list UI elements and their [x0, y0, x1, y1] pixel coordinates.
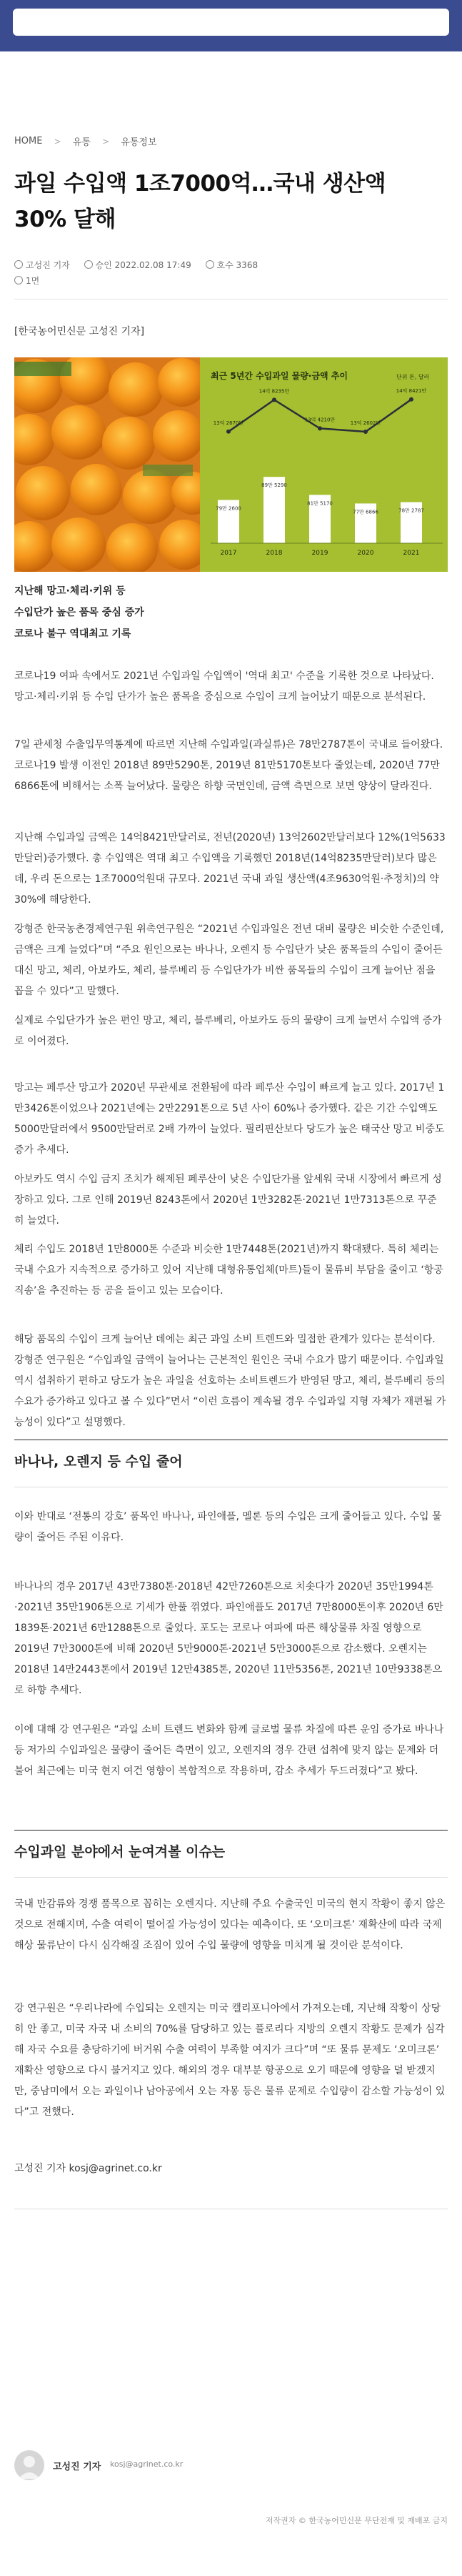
- breadcrumb-home[interactable]: HOME: [14, 136, 43, 147]
- paragraph: 실제로 수입단가가 높은 편인 망고, 체리, 블루베리, 아보카도 등의 물량이 크게 늘면서 수입액 증가로 이어졌다.: [14, 1015, 442, 1047]
- chevron-right-icon: >: [102, 136, 110, 147]
- paragraph: 국내 만감류와 경쟁 품목으로 꼽히는 오렌지다. 지난해 주요 수출국인 미국의 현지 작황이 좋지 않은 것으로 전해지며, 수출 여력이 떨어질 가능성이 있다는 예측이다. 또 ‘오미크론’ 재확산에 따라 국제 해상 물류난이 다시 심각해질 조짐이 있어 수입 물량에 영향을 미치게 될 것이란 분석이다.: [14, 1898, 446, 1951]
- bar-value-label: 77만 6866: [353, 509, 378, 515]
- subhead-1: 지난해 망고·체리·키위 등: [14, 585, 126, 597]
- chart-figure: [14, 357, 448, 572]
- bar-value-label: 89만 5290: [261, 482, 287, 489]
- section-heading: 수입과일 분야에서 눈여겨볼 이슈는: [14, 1844, 226, 1860]
- author-name[interactable]: 고성진 기자: [53, 2462, 101, 2472]
- paragraph: 이에 대해 강 연구원은 “과일 소비 트렌드 변화와 함께 글로벌 물류 차질에 따른 운임 증가로 바나나 등 저가의 수입과일은 물량이 줄어든 측면이 있고, 오렌지의 경우 간편 섭취에 맞지 않는 문제와 더불어 최근에는 미국 현지 여건 영향이 복합적으로 작용하며, 감소 추세가 두드러졌다”고 봤다.: [14, 1724, 444, 1777]
- breadcrumb-subcategory[interactable]: 유통정보: [121, 137, 157, 148]
- x-tick-label: 2018: [266, 550, 283, 557]
- byline: [한국농어민신문 고성진 기자]: [14, 326, 145, 337]
- paragraph: 강 연구원은 “우리나라에 수입되는 오렌지는 미국 캘리포니아에서 가져오는데, 지난해 작황이 상당히 안 좋고, 미국 자국 내 소비의 70%를 담당하고 있는 플로리다 지방의 오렌지 작황도 문제가 심각해 자국 수요를 충당하기에 버거워 수출 여력이 부족할 여지가 크다”며 “또 물류 문제도 ‘오미크론’ 재확산 영향으로 다시 불거지고 있다. 해외의 경우 대부분 항공으로 오기 때문에 영향을 덜 받겠지만, 중남미에서 오는 과일이나 남아공에서 오는 자몽 등은 물류 문제로 수입량이 감소할 가능성이 있다”고 전했다.: [14, 2003, 446, 2118]
- bar-value-label: 78만 2787: [398, 507, 424, 514]
- paragraph: 코로나19 여파 속에서도 2021년 수입과일 수입액이 '역대 최고' 수준을 기록한 것으로 나타났다. 망고·체리·키위 등 수입 단가가 높은 품목을 중심으로 수입이 크게 늘어났기 때문으로 분석된다.: [14, 670, 434, 703]
- clock-icon: [84, 260, 93, 269]
- section-divider: [14, 1830, 448, 1831]
- site-header: [0, 0, 462, 51]
- avatar[interactable]: [14, 2450, 44, 2480]
- section-divider-light: [14, 1877, 448, 1878]
- user-icon: [14, 260, 23, 269]
- author-email[interactable]: kosj@agrinet.co.kr: [110, 2459, 184, 2469]
- paragraph: 이와 반대로 ‘전통의 강호’ 품목인 바나나, 파인애플, 멜론 등의 수입은 크게 줄어들고 있다. 수입 물량이 줄어든 주된 이유다.: [14, 1511, 442, 1543]
- paragraph: 해당 품목의 수입이 크게 늘어난 데에는 최근 과일 소비 트렌드와 밀접한 관계가 있다는 분석이다. 강형준 연구원은 “수입과일 금액이 늘어나는 근본적인 원인은 국내 수요가 많기 때문이다. 수입과일 역시 섭취하기 편하고 당도가 높은 과일을 선호하는 소비트렌드가 반영된 망고, 체리, 블루베리 등의 수요가 증가하고 있다고 볼 수 있다”면서 “이런 흐름이 계속될 경우 수입과일 지형 자체가 재편될 가능성이 있다”고 설명했다.: [14, 1334, 446, 1428]
- line-value-label: 14억 8235만: [258, 388, 290, 395]
- line-value-label: 14억 8421만: [396, 387, 427, 394]
- chart-unit: 단위 톤, 달러: [396, 374, 430, 380]
- section-heading: 바나나, 오렌지 등 수입 줄어: [14, 1454, 183, 1470]
- paragraph: 아보카도 역시 수입 금지 조치가 해제된 페루산이 낮은 수입단가를 앞세워 국내 시장에서 빠르게 성장하고 있다. 그로 인해 2019년 8243톤에서 2020년 1만3282톤·2021년 1만7313톤으로 꾸준히 늘었다.: [14, 1174, 442, 1227]
- x-tick-label: 2017: [220, 550, 237, 557]
- search-bar[interactable]: [13, 9, 449, 36]
- bar-value-label: 81만 5170: [307, 500, 333, 507]
- line-value-label: 13억 4210만: [304, 417, 336, 423]
- author-box: [14, 2442, 448, 2493]
- document-icon: [206, 260, 214, 269]
- subhead-2: 수입단가 높은 품목 중심 증가: [14, 607, 144, 618]
- chart-title: 최근 5년간 수입과일 물량·금액 추이: [211, 371, 348, 381]
- issue-number: 호수 3368: [216, 260, 258, 270]
- page-icon: [14, 276, 23, 284]
- chart-point: [226, 430, 231, 434]
- bar-value-label: 79만 2600: [216, 505, 241, 512]
- chart-point: [409, 397, 413, 402]
- article-title: 과일 수입액 1조7000억…국내 생산액 30% 달해: [14, 171, 386, 232]
- breadcrumb-category[interactable]: 유통: [72, 137, 91, 148]
- paragraph: 강형준 한국농촌경제연구원 위촉연구원은 “2021년 수입과일은 전년 대비 물량은 비슷한 수준인데, 금액은 크게 늘었다”며 “주요 원인으로는 바나나, 오렌지 등 수입단가 낮은 품목들의 수입이 줄어든 대신 망고, 체리, 아보카도, 체리, 블루베리 등 수입단가가 비싼 품목들의 수입이 크게 늘어난 점을 꼽을 수 있다”고 말했다.: [14, 923, 444, 997]
- page-number: 1면: [26, 276, 40, 286]
- x-tick-label: 2020: [357, 550, 374, 557]
- signature: 고성진 기자 kosj@agrinet.co.kr: [14, 2163, 162, 2174]
- chart-point: [272, 397, 276, 402]
- article-meta: [14, 257, 443, 289]
- subhead-3: 코로나 불구 역대최고 기록: [14, 628, 131, 640]
- chart-point: [363, 430, 368, 434]
- approved-date: 승인 2022.02.08 17:49: [95, 260, 191, 270]
- paragraph: 지난해 수입과일 금액은 14억8421만달러로, 전년(2020년) 13억2602만달러보다 12%(1억5633만달러)증가했다. 총 수입액은 역대 최고 수입액을 기록했던 2018년(14억8235만달러)보다 많은데, 우리 돈으로는 1조7000억원대 규모다. 2021년 국내 과일 생산액(4조9630억원·추정치)의 약 30%에 해당한다.: [14, 832, 446, 906]
- oranges-photo: [14, 357, 214, 572]
- copyright-notice: 저작권자 © 한국농어민신문 무단전재 및 재배포 금지: [265, 2516, 448, 2525]
- paragraph: 7일 관세청 수출입무역통계에 따르면 지난해 수입과일(과실류)은 78만2787톤이 국내로 들어왔다. 코로나19 발생 이전인 2018년 89만5290톤, 2019년 81만5170톤보다 줄었는데, 2020년 77만6866톤에 비해서는 소폭 늘어났다. 물량은 하향 국면인데, 금액 측면으로 보면 양상이 달라진다.: [14, 739, 443, 792]
- paragraph: 바나나의 경우 2017년 43만7380톤·2018년 42만7260톤으로 치솟다가 2020년 35만1994톤·2021년 35만1906톤으로 기세가 한풀 꺾였다. 파인애플도 2017년 7만8000톤이후 2020년 6만1839톤·2021년 6만1288톤으로 줄었다. 포도는 코로나 여파에 따른 해상물류 차질 영향으로 2019년 7만3000톤에 비해 2020년 5만9000톤·2021년 5만3000톤으로 감소했다. 오렌지는 2018년 14만2443톤에서 2019년 12만4385톤, 2020년 11만5356톤, 2021년 10만9338톤으로 하향 추세다.: [14, 1581, 443, 1696]
- x-tick-label: 2021: [403, 550, 420, 557]
- chart-point: [318, 426, 322, 430]
- chevron-right-icon: >: [54, 136, 61, 147]
- line-value-label: 13억 2670만: [213, 420, 244, 426]
- paragraph: 망고는 페루산 망고가 2020년 무관세로 전환됨에 따라 페루산 수입이 빠르게 늘고 있다. 2017년 1만3426톤이었으나 2021년에는 2만2291톤으로 5년 사이 60%나 증가했다. 같은 기간 수입액도 5000만달러에서 9500만달러로 2배 가까이 늘었다. 필리핀산보다 당도가 높은 태국산 망고 비중도 증가 추세다.: [14, 1082, 445, 1156]
- reporter-name: 고성진 기자: [26, 260, 70, 270]
- line-value-label: 13억 2602만: [350, 420, 381, 426]
- article-photo: [14, 357, 448, 572]
- paragraph: 체리 수입도 2018년 1만8000톤 수준과 비슷한 1만7448톤(2021년)까지 확대됐다. 특히 체리는 국내 수요가 지속적으로 증가하고 있어 지난해 대형유통업체(마트)들이 물류비 부담을 줄이고 ‘항공 직송’을 추진하는 등 공을 들이고 있는 모습이다.: [14, 1244, 443, 1297]
- x-tick-label: 2019: [311, 550, 328, 557]
- user-avatar-icon: [14, 2450, 44, 2480]
- breadcrumb: [14, 134, 157, 148]
